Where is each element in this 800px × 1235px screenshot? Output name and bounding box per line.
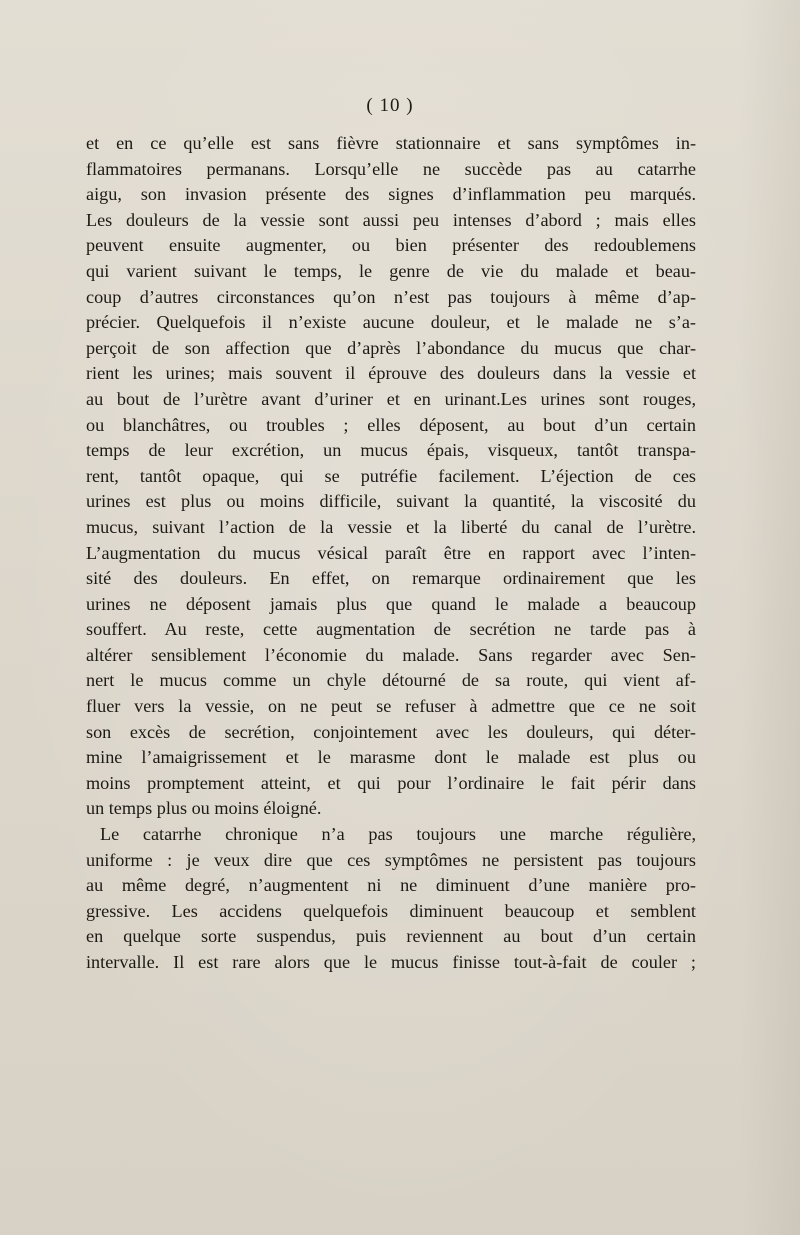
text-line: peuvent ensuite augmenter, ou bien présenter des redoublemens <box>86 235 696 256</box>
text-line: et en ce qu’elle est sans fièvre stationnaire et sans symptômes in- <box>86 133 696 153</box>
text-line: moins promptement atteint, et qui pour l’ordinaire le fait périr dans <box>86 772 696 793</box>
text-line: souffert. Au reste, cette augmentation de secrétion ne tarde pas à <box>86 619 696 640</box>
text-line: urines est plus ou moins difficile, suivant la quantité, la viscosité du <box>86 491 696 512</box>
text-line: gressive. Les accidens quelquefois diminuent beaucoup et semblent <box>86 900 696 921</box>
text-line: L’augmentation du mucus vésical paraît être en rapport avec l’inten- <box>86 542 696 563</box>
text-line: coup d’autres circonstances qu’on n’est pas toujours à même d’ap- <box>86 286 696 307</box>
text-line: altérer sensiblement l’économie du malade. Sans regarder avec Sen- <box>86 644 696 665</box>
text-line: au bout de l’urètre avant d’uriner et en urinant.Les urines sont rouges, <box>86 388 696 409</box>
text-line: rient les urines; mais souvent il éprouve des douleurs dans la vessie et <box>86 363 696 384</box>
text-line: au même degré, n’augmentent ni ne diminuent d’une manière pro- <box>86 875 696 896</box>
text-line: intervalle. Il est rare alors que le mucus finisse tout-à-fait de couler ; <box>86 952 696 972</box>
text-line: mucus, suivant l’action de la vessie et la liberté du canal de l’urètre. <box>86 516 696 537</box>
text-line: nert le mucus comme un chyle détourné de sa route, qui vient af- <box>86 670 696 691</box>
text-line: temps de leur excrétion, un mucus épais, visqueux, tantôt transpa- <box>86 440 696 461</box>
paragraph-2 <box>86 822 696 976</box>
text-line: son excès de secrétion, conjointement avec les douleurs, qui déter- <box>86 721 696 742</box>
text-line: perçoit de son affection que d’après l’abondance du mucus que char- <box>86 337 696 358</box>
text-line: mine l’amaigrissement et le marasme dont le malade est plus ou <box>86 747 696 768</box>
page-edge-shadow <box>740 0 800 1235</box>
text-line: uniforme : je veux dire que ces symptômes ne persistent pas toujours <box>86 849 696 870</box>
text-line: précier. Quelquefois il n’existe aucune douleur, et le malade ne s’a- <box>86 312 696 333</box>
text-line: flammatoires permanans. Lorsqu’elle ne succède pas au catarrhe <box>86 158 696 179</box>
text-line: urines ne déposent jamais plus que quand le malade a beaucoup <box>86 593 696 614</box>
text-line: Le catarrhe chronique n’a pas toujours une marche régulière, <box>100 824 696 845</box>
text-line: rent, tantôt opaque, qui se putréfie facilement. L’éjection de ces <box>86 465 696 486</box>
text-line: qui varient suivant le temps, le genre de vie du malade et beau- <box>86 260 696 281</box>
text-line: fluer vers la vessie, on ne peut se refuser à admettre que ce ne soit <box>86 696 696 717</box>
text-line: aigu, son invasion présente des signes d’inflammation peu marqués. <box>86 184 696 205</box>
body-text <box>86 131 696 976</box>
page-number: ( 10 ) <box>366 95 414 116</box>
text-line: ou blanchâtres, ou troubles ; elles déposent, au bout d’un certain <box>86 414 696 435</box>
text-line: un temps plus ou moins éloigné. <box>86 798 322 819</box>
text-line: Les douleurs de la vessie sont aussi peu intenses d’abord ; mais elles <box>86 209 696 230</box>
paragraph-1 <box>86 131 696 822</box>
text-line: en quelque sorte suspendus, puis reviennent au bout d’un certain <box>86 926 696 947</box>
text-line: sité des douleurs. En effet, on remarque ordinairement que les <box>86 568 696 589</box>
